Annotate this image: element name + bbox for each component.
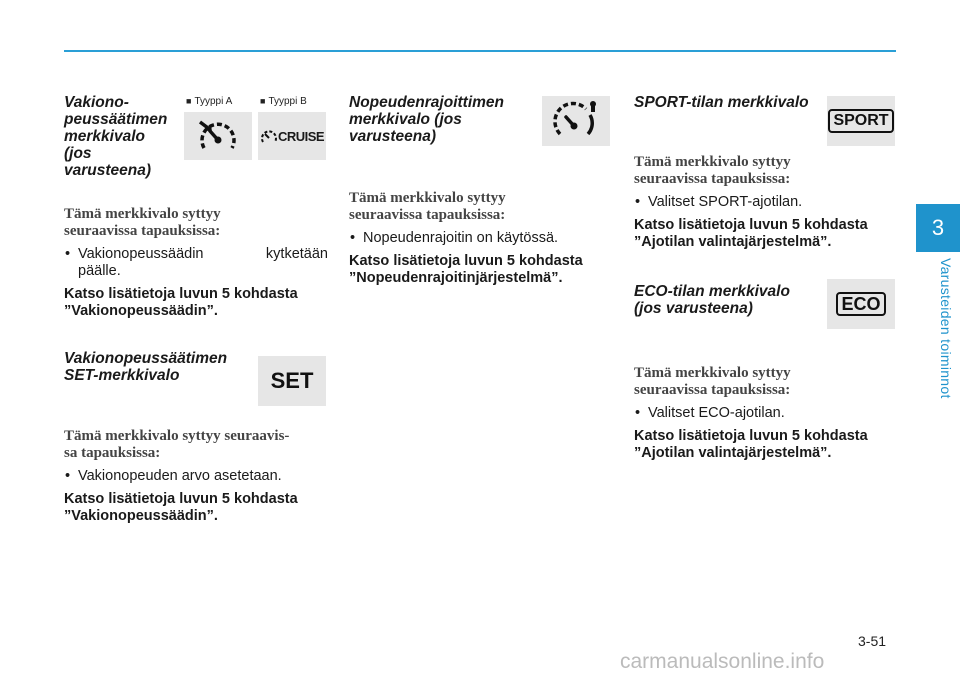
list-item: • Nopeudenrajoitin on käytössä.: [349, 230, 613, 247]
column-3: [634, 94, 898, 462]
type-a-label: ■ Tyyppi A: [186, 96, 232, 107]
eco-bullets: [634, 405, 898, 422]
cruise-section: [64, 94, 328, 202]
cruise-bullets: [64, 246, 328, 280]
sport-lead: Tämä merkkivalo syttyy seuraavissa tapauksissa:: [634, 154, 791, 187]
header-rule: [64, 50, 896, 52]
set-title: Vakionopeussäätimen SET-merkkivalo: [64, 350, 228, 384]
chapter-number: 3: [931, 215, 945, 240]
type-a-icon-box: [184, 112, 252, 160]
eco-icon-box: [827, 279, 895, 329]
set-icon-box: [258, 356, 326, 406]
list-item: • Valitset SPORT-ajotilan.: [634, 194, 898, 211]
eco-icon: ECO: [836, 292, 885, 316]
cruise-speedometer-icon: [196, 116, 240, 156]
limiter-lead: Tämä merkkivalo syttyy seuraavissa tapauksissa:: [349, 190, 506, 223]
limiter-icon-box: [542, 96, 610, 146]
sport-icon: SPORT: [828, 109, 893, 133]
set-lead: Tämä merkkivalo syttyy seuraavis- sa tapauksissa:: [64, 428, 290, 461]
list-item: • Valitset ECO-ajotilan.: [634, 405, 898, 422]
speed-limiter-icon: [553, 101, 599, 141]
limiter-bullets: [349, 230, 613, 247]
sport-bullets: [634, 194, 898, 211]
cruise-note: Katso lisätietoja luvun 5 kohdasta ”Vakionopeussäädin”.: [64, 286, 298, 319]
eco-lead: Tämä merkkivalo syttyy seuraavissa tapauksissa:: [634, 365, 791, 398]
type-b-label: ■ Tyyppi B: [260, 96, 307, 107]
cruise-lead: Tämä merkkivalo syttyy seuraavissa tapauksissa:: [64, 206, 221, 239]
sport-note: Katso lisätietoja luvun 5 kohdasta ”Ajotilan valintajärjestelmä”.: [634, 217, 868, 250]
eco-section: [634, 283, 898, 365]
cruise-text-icon: [260, 127, 278, 145]
chapter-tab: [916, 204, 960, 252]
watermark: carmanualsonline.info: [620, 650, 825, 673]
sport-icon-box: [827, 96, 895, 146]
cruise-text: CRUISE: [277, 128, 325, 144]
sport-title: SPORT-tilan merkkivalo: [634, 94, 809, 111]
column-2: [349, 94, 613, 287]
cruise-title: Vakiono- peussäätimen merkkivalo (jos varusteena): [64, 94, 168, 179]
limiter-section: [349, 94, 613, 190]
set-bullets: [64, 468, 328, 485]
limiter-note: Katso lisätietoja luvun 5 kohdasta ”Nopeudenrajoitinjärjestelmä”.: [349, 253, 583, 286]
set-icon: SET: [270, 368, 314, 393]
set-section: [64, 350, 328, 428]
column-1: [64, 94, 328, 525]
limiter-title: Nopeudenrajoittimen merkkivalo (jos varusteena): [349, 94, 505, 145]
sport-section: [634, 94, 898, 154]
page-number: 3-51: [858, 633, 887, 649]
chapter-title: Varusteiden toiminnot: [938, 258, 954, 399]
type-b-icon-box: [258, 112, 326, 160]
set-note: Katso lisätietoja luvun 5 kohdasta ”Vakionopeussäädin”.: [64, 491, 298, 524]
eco-title: ECO-tilan merkkivalo (jos varusteena): [634, 283, 790, 317]
list-item: • Vakionopeussäädin kytketään päälle.: [64, 246, 328, 280]
eco-note: Katso lisätietoja luvun 5 kohdasta ”Ajotilan valintajärjestelmä”.: [634, 428, 868, 461]
list-item: • Vakionopeuden arvo asetetaan.: [64, 468, 328, 485]
